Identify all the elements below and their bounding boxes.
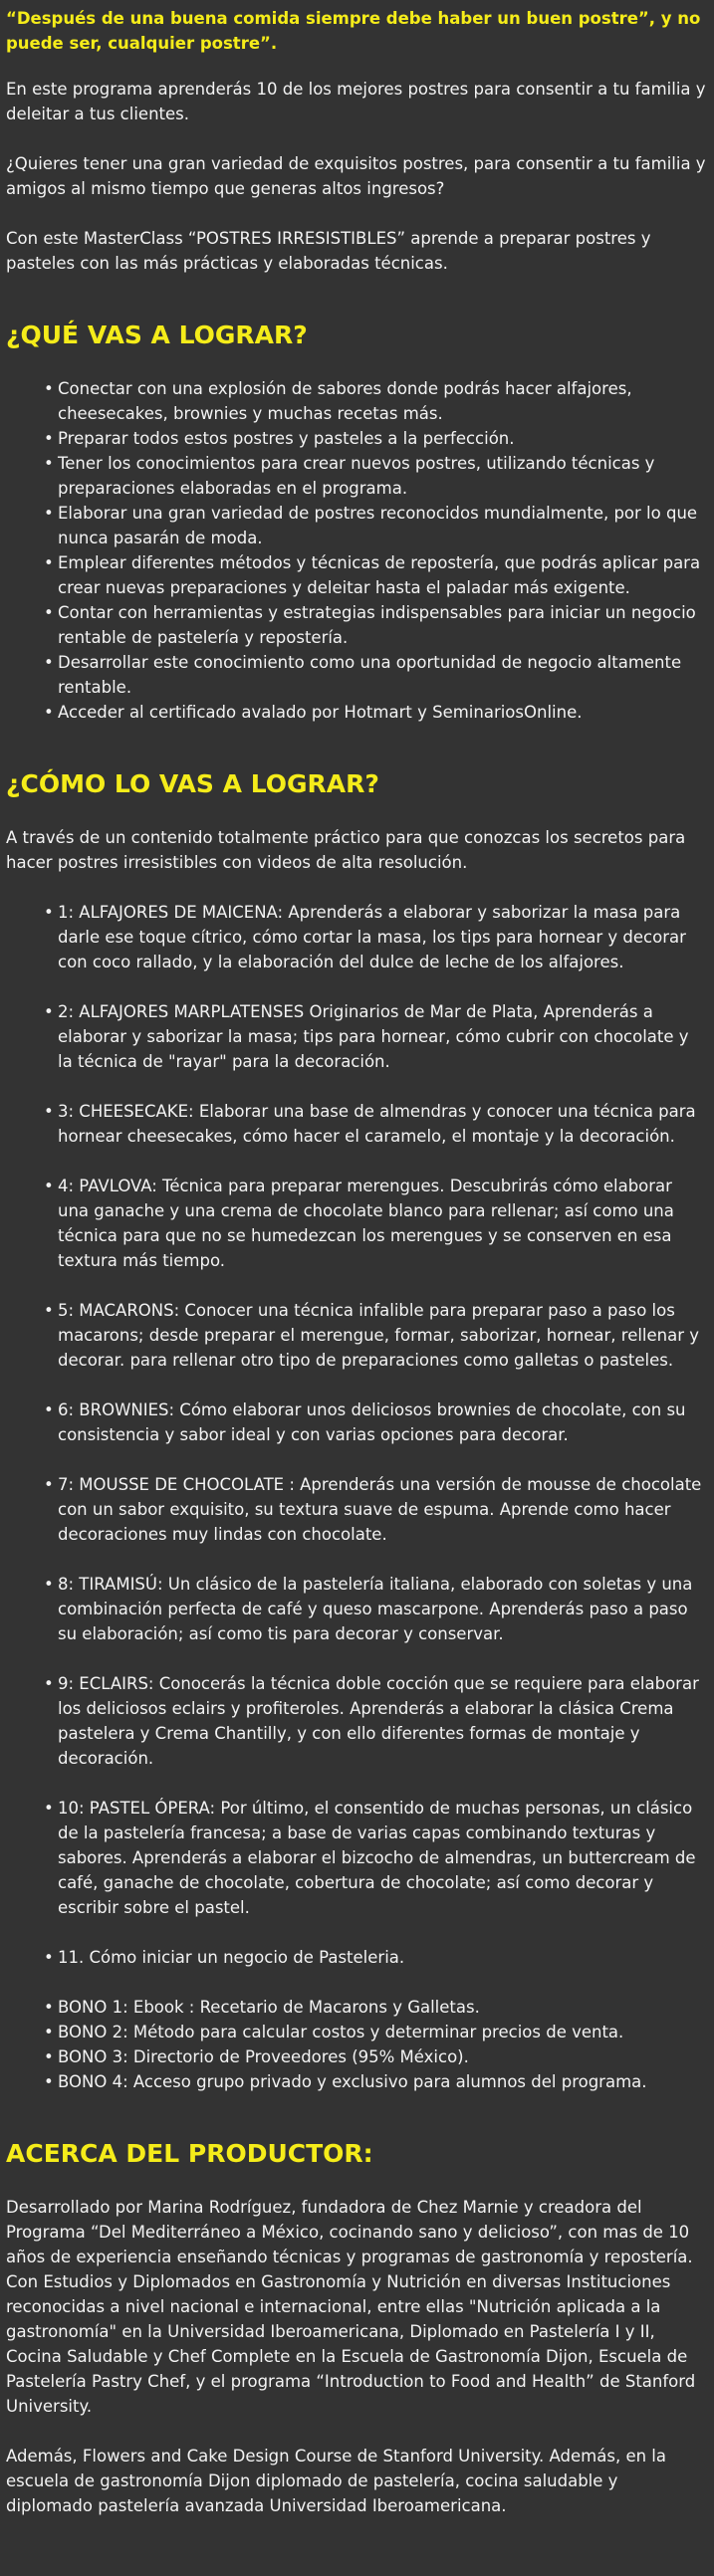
module-item: • 1: ALFAJORES DE MAICENA: Aprenderás a elaborar y saborizar la masa para darle ese toque cítrico, cómo cortar la masa, los tips para hornear y decorar con coco rallado, y la elaboración del dulce de leche de los alfajores. <box>44 900 708 974</box>
goal-item: • Conectar con una explosión de sabores donde podrás hacer alfajores, cheesecakes, brownies y muchas recetas más. <box>44 376 708 426</box>
goal-item: • Preparar todos estos postres y pasteles a la perfección. <box>44 426 708 451</box>
goal-item: • Acceder al certificado avalado por Hotmart y SeminariosOnline. <box>44 700 708 725</box>
heading-que-vas-a-lograr: ¿QUÉ VAS A LOGRAR? <box>6 321 308 349</box>
module-item: • 3: CHEESECAKE: Elaborar una base de almendras y conocer una técnica para hornear cheesecakes, cómo hacer el caramelo, el montaje y la decoración. <box>44 1099 708 1149</box>
bonus-item: • BONO 4: Acceso grupo privado y exclusivo para alumnos del programa. <box>44 2069 708 2094</box>
bonus-item: • BONO 1: Ebook : Recetario de Macarons y Galletas. <box>44 1995 708 2020</box>
module-item: • 4: PAVLOVA: Técnica para preparar merengues. Descubrirás cómo elaborar una ganache y una crema de chocolate blanco para rellenar; así como una técnica para que no se humedezcan los merengues y se conserven en esa textura más tiempo. <box>44 1174 708 1273</box>
module-item: • 9: ECLAIRS: Conocerás la técnica doble cocción que se requiere para elaborar los deliciosos eclairs y profiteroles. Aprenderás a elaborar la clásica Crema pastelera y Crema Chantilly, y con ello diferentes formas de montaje y decoración. <box>44 1671 708 1771</box>
module-item: • 2: ALFAJORES MARPLATENSES Originarios de Mar de Plata, Aprenderás a elaborar y saborizar la masa; tips para hornear, cómo cubrir con chocolate y la técnica de "rayar" para la decoración. <box>44 999 708 1074</box>
producer-paragraph: Desarrollado por Marina Rodríguez, fundadora de Chez Marnie y creadora del Programa “Del Mediterráneo a México, cocinando sano y delicioso”, con mas de 10 años de experiencia enseñando técnicas y programas de gastronomía y repostería. Con Estudios y Diplomados en Gastronomía y Nutrición en diversas Instituciones reconocidas a nivel nacional e internacional, entre ellas "Nutrición aplicada a la gastronomía" en la Universidad Iberoamericana, Diplomado en Pastelería I y II, Cocina Saludable y Chef Complete en la Escuela de Gastronomía Dijon, Escuela de Pastelería Pastry Chef, y el programa “Introduction to Food and Health” de Stanford University. <box>6 2198 696 2416</box>
bonus-list <box>6 1995 708 2094</box>
heading-acerca-del-productor: ACERCA DEL PRODUCTOR: <box>6 2139 373 2168</box>
goals-list <box>6 376 708 725</box>
bonus-item: • BONO 2: Método para calcular costos y determinar precios de venta. <box>44 2020 708 2044</box>
intro-paragraph: En este programa aprenderás 10 de los mejores postres para consentir a tu familia y deleitar a tus clientes. <box>6 80 706 123</box>
module-item: • 8: TIRAMISÚ: Un clásico de la pastelería italiana, elaborado con soletas y una combinación perfecta de café y queso mascarpone. Aprenderás paso a paso su elaboración; así como tis para decorar y conservar. <box>44 1572 708 1646</box>
modules-list <box>6 900 708 1970</box>
method-intro: A través de un contenido totalmente práctico para que conozcas los secretos para hacer postres irresistibles con videos de alta resolución. <box>6 828 686 872</box>
bonus-item: • BONO 3: Directorio de Proveedores (95% México). <box>44 2044 708 2069</box>
module-item: • 6: BROWNIES: Cómo elaborar unos deliciosos brownies de chocolate, con su consistencia y sabor ideal y con varias opciones para decorar. <box>44 1397 708 1447</box>
goal-item: • Desarrollar este conocimiento como una oportunidad de negocio altamente rentable. <box>44 650 708 700</box>
module-item: • 10: PASTEL ÓPERA: Por último, el consentido de muchas personas, un clásico de la pastelería francesa; a base de varias capas combinando texturas y sabores. Aprenderás a elaborar el bizcocho de almendras, un buttercream de café, ganache de chocolate, cobertura de chocolate; así como decorar y escribir sobre el pastel. <box>44 1796 708 1920</box>
intro-quote: “Después de una buena comida siempre debe haber un buen postre”, y no puede ser, cualquier postre”. <box>6 9 701 53</box>
intro-paragraph: ¿Quieres tener una gran variedad de exquisitos postres, para consentir a tu familia y amigos al mismo tiempo que generas altos ingresos? <box>6 154 706 198</box>
module-item: • 7: MOUSSE DE CHOCOLATE : Aprenderás una versión de mousse de chocolate con un sabor exquisito, su textura suave de espuma. Aprende como hacer decoraciones muy lindas con chocolate. <box>44 1472 708 1547</box>
goal-item: • Tener los conocimientos para crear nuevos postres, utilizando técnicas y preparaciones elaboradas en el programa. <box>44 451 708 501</box>
heading-como-lo-vas-a-lograr: ¿CÓMO LO VAS A LOGRAR? <box>6 769 379 798</box>
goal-item: • Elaborar una gran variedad de postres reconocidos mundialmente, por lo que nunca pasarán de moda. <box>44 501 708 550</box>
module-item: • 11. Cómo iniciar un negocio de Pasteleria. <box>44 1945 708 1970</box>
goal-item: • Emplear diferentes métodos y técnicas de repostería, que podrás aplicar para crear nuevas preparaciones y deleitar hasta el paladar más exigente. <box>44 550 708 600</box>
goal-item: • Contar con herramientas y estrategias indispensables para iniciar un negocio rentable de pastelería y repostería. <box>44 600 708 650</box>
intro-paragraph: Con este MasterClass “POSTRES IRRESISTIBLES” aprende a preparar postres y pasteles con las más prácticas y elaboradas técnicas. <box>6 229 651 273</box>
producer-paragraph: Además, Flowers and Cake Design Course de Stanford University. Además, en la escuela de gastronomía Dijon diplomado de pastelería, cocina saludable y diplomado pastelería avanzada Universidad Iberoamericana. <box>6 2447 666 2515</box>
module-item: • 5: MACARONS: Conocer una técnica infalible para preparar paso a paso los macarons; desde preparar el merengue, formar, saborizar, hornear, rellenar y decorar. para rellenar otro tipo de preparaciones como galletas o pasteles. <box>44 1298 708 1373</box>
